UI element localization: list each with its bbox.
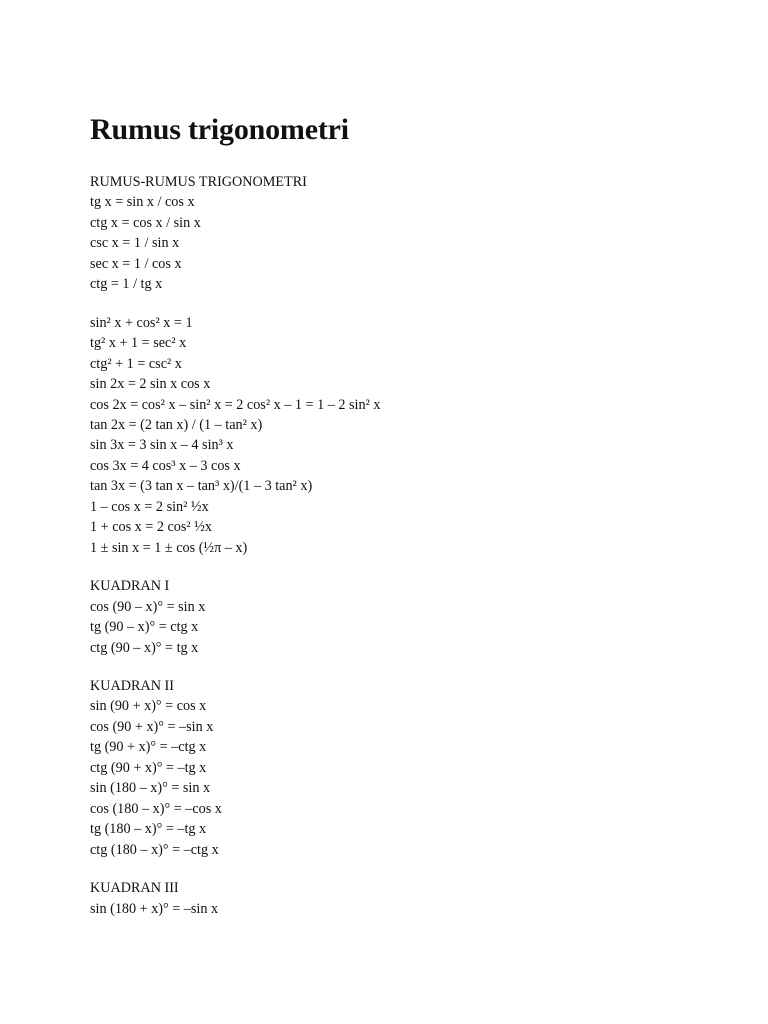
section-gap — [90, 860, 730, 878]
formula-line: tan 2x = (2 tan x) / (1 – tan² x) — [90, 416, 263, 433]
section-gap — [90, 658, 730, 676]
formula-line: tg (180 – x)° = –tg x — [90, 821, 207, 838]
section-heading: KUADRAN I — [90, 578, 170, 595]
formula-line: sin (180 + x)° = –sin x — [90, 900, 219, 917]
formula-line: ctg = 1 / tg x — [90, 276, 163, 293]
formula-line: cos (90 + x)° = –sin x — [90, 718, 214, 735]
formula-section — [90, 172, 730, 295]
formula-line: 1 – cos x = 2 sin² ½x — [90, 498, 209, 515]
formula-line: tg (90 – x)° = ctg x — [90, 619, 199, 636]
formula-line: sin 3x = 3 sin x – 4 sin³ x — [90, 437, 234, 454]
formula-line: 1 + cos x = 2 cos² ½x — [90, 519, 212, 536]
formula-section — [90, 313, 730, 558]
document-title: Rumus trigonometri — [90, 113, 349, 146]
formula-line: tg (90 + x)° = –ctg x — [90, 739, 207, 756]
formula-line: ctg (90 – x)° = tg x — [90, 639, 199, 656]
formula-line: tg x = sin x / cos x — [90, 194, 195, 211]
formula-line: sin (90 + x)° = cos x — [90, 698, 207, 715]
formula-line: ctg (90 + x)° = –tg x — [90, 759, 207, 776]
section-gap — [90, 558, 730, 576]
formula-line: sin 2x = 2 sin x cos x — [90, 376, 211, 393]
formula-line: tan 3x = (3 tan x – tan³ x)/(1 – 3 tan² x) — [90, 478, 313, 495]
formula-line: sin² x + cos² x = 1 — [90, 314, 193, 331]
formula-section — [90, 576, 730, 658]
formula-line: ctg (180 – x)° = –ctg x — [90, 841, 219, 858]
formula-line: sec x = 1 / cos x — [90, 255, 182, 272]
formula-line: cos 2x = cos² x – sin² x = 2 cos² x – 1 = 1 – 2 sin² x — [90, 396, 381, 413]
formula-line: tg² x + 1 = sec² x — [90, 335, 187, 352]
formula-line: sin (180 – x)° = sin x — [90, 780, 211, 797]
formula-line: ctg x = cos x / sin x — [90, 214, 201, 231]
formula-section — [90, 878, 730, 919]
formula-sections — [90, 172, 730, 919]
formula-section — [90, 676, 730, 860]
formula-line: csc x = 1 / sin x — [90, 235, 180, 252]
section-gap — [90, 295, 730, 313]
formula-line: 1 ± sin x = 1 ± cos (½π – x) — [90, 539, 248, 556]
formula-line: ctg² + 1 = csc² x — [90, 355, 182, 372]
document-content — [90, 113, 730, 919]
section-heading: RUMUS-RUMUS TRIGONOMETRI — [90, 174, 307, 190]
formula-line: cos (90 – x)° = sin x — [90, 598, 206, 615]
section-heading: KUADRAN II — [90, 677, 174, 694]
formula-line: cos 3x = 4 cos³ x – 3 cos x — [90, 457, 241, 474]
section-heading: KUADRAN III — [90, 880, 179, 897]
formula-line: cos (180 – x)° = –cos x — [90, 800, 222, 817]
